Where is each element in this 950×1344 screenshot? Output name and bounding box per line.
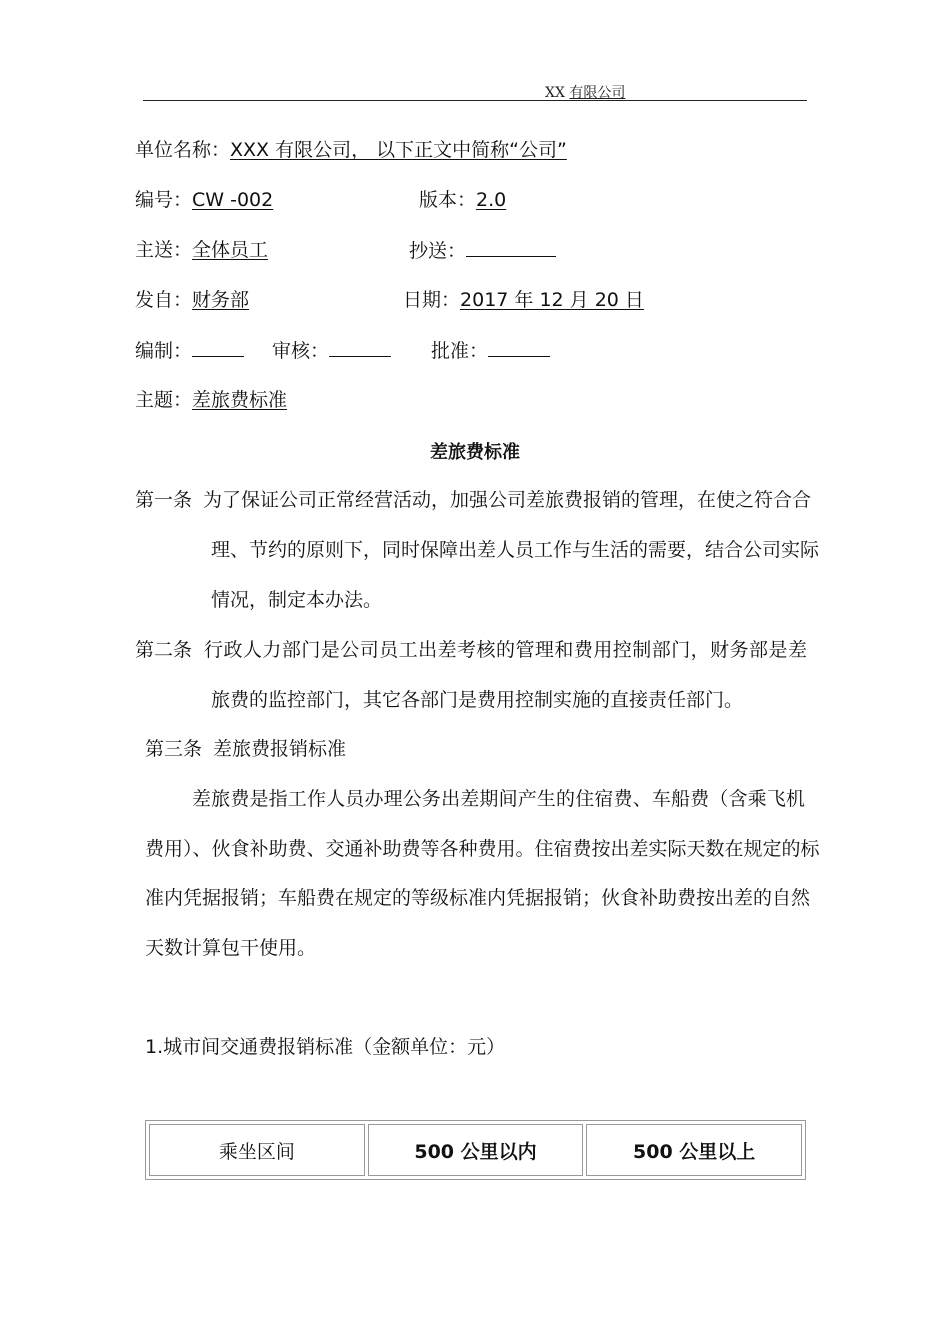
meta-sendto-row: [135, 238, 268, 262]
subject-value: 差旅费标准: [192, 389, 288, 411]
header-divider: [143, 100, 807, 101]
document-title: 差旅费标准: [430, 442, 520, 463]
article2-line1: 行政人力部门是公司员工出差考核的管理和费用控制部门，财务部是差: [204, 639, 807, 661]
number-label: 编号：: [135, 189, 193, 211]
version-label: 版本：: [419, 189, 477, 211]
meta-unit-row: [135, 138, 567, 162]
article3-line1: 差旅费是指工作人员办理公务出差期间产生的住宿费、车船费（含乘飞机: [192, 788, 805, 810]
table-header-cell: 500 公里以内: [368, 1124, 584, 1176]
table-header-cell: 500 公里以上: [586, 1124, 802, 1176]
cc-label: 抄送：: [409, 240, 467, 262]
meta-approved-row: [431, 338, 550, 363]
article2-line2: 旅费的监控部门，其它各部门是费用控制实施的直接责任部门。: [211, 689, 744, 711]
article3-line2: 费用）、伙食补助费、交通补助费等各种费用。住宿费按出差实际天数在规定的标: [145, 838, 820, 860]
from-label: 发自：: [135, 289, 193, 311]
meta-number-row: [135, 188, 273, 212]
from-value: 财务部: [192, 289, 250, 311]
date-label: 日期：: [403, 289, 461, 311]
date-value: 2017 年 12 月 20 日: [460, 289, 644, 311]
header-company-prefix: XX: [545, 85, 570, 101]
send-to-label: 主送：: [135, 239, 193, 261]
meta-from-row: [135, 288, 249, 312]
prepared-blank: [192, 338, 244, 357]
meta-prepared-row: [135, 338, 244, 363]
article3-line3: 准内凭据报销；车船费在规定的等级标准内凭据报销；伙食补助费按出差的自然: [145, 887, 811, 909]
subject-label: 主题：: [135, 389, 193, 411]
meta-subject-row: [135, 388, 287, 412]
article1-line1: 为了保证公司正常经营活动，加强公司差旅费报销的管理，在使之符合合: [203, 489, 812, 511]
article2-label: 第二条: [135, 639, 193, 661]
unit-label: 单位名称：: [135, 139, 231, 161]
article1-line3: 情况，制定本办法。: [211, 589, 383, 611]
reviewed-label: 审核：: [272, 340, 330, 362]
header-company-suffix: 有限公司: [569, 85, 626, 101]
article1-label: 第一条: [135, 489, 193, 511]
table-header-cell: 乘坐区间: [149, 1124, 365, 1176]
article1-line2: 理、节约的原则下，同时保障出差人员工作与生活的需要，结合公司实际: [211, 539, 820, 561]
prepared-label: 编制：: [135, 340, 193, 362]
send-to-value: 全体员工: [192, 239, 269, 261]
section1-heading: 1.城市间交通费报销标准（金额单位：元）: [145, 1036, 506, 1058]
transport-fee-table: [145, 1120, 806, 1180]
unit-value: XXX 有限公司， 以下正文中简称“公司”: [230, 139, 567, 161]
cc-blank: [466, 238, 556, 257]
article3-line4: 天数计算包干使用。: [145, 937, 317, 959]
reviewed-blank: [329, 338, 391, 357]
number-value: CW -002: [192, 189, 274, 211]
meta-reviewed-row: [272, 338, 391, 363]
version-value: 2.0: [476, 189, 507, 211]
meta-date-row: [403, 288, 644, 312]
article3-heading: 差旅费报销标准: [213, 738, 347, 760]
header-company-name: [545, 82, 625, 102]
approved-blank: [488, 338, 550, 357]
article3-label: 第三条: [145, 738, 203, 760]
approved-label: 批准：: [431, 340, 489, 362]
meta-cc-row: [409, 238, 556, 263]
meta-version-row: [419, 188, 506, 212]
